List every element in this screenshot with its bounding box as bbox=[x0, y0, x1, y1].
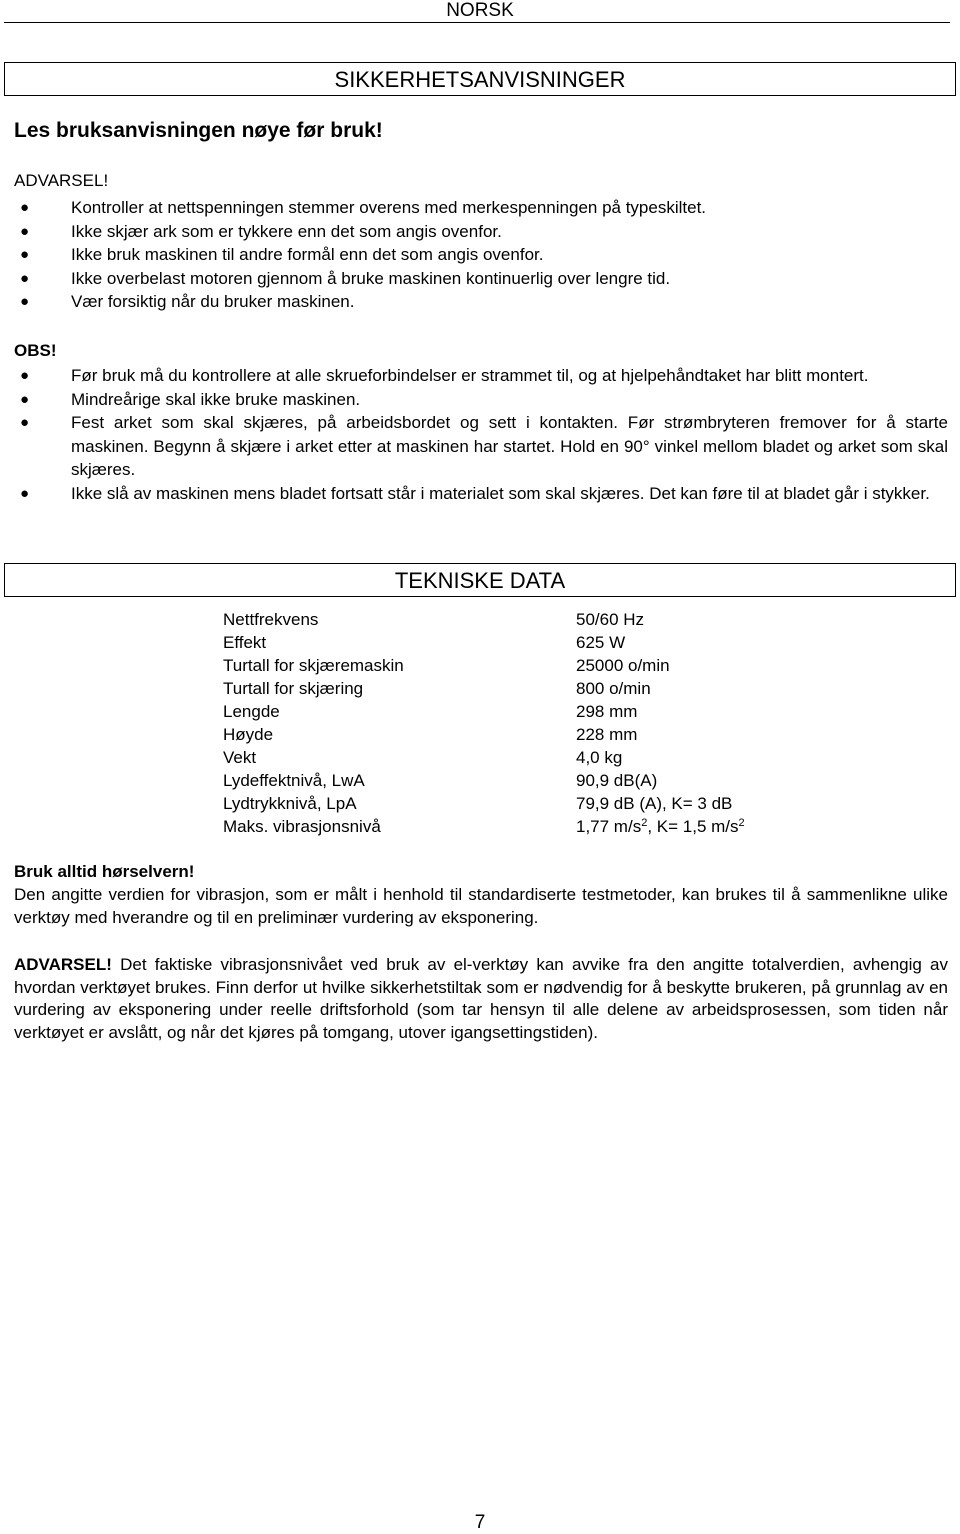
bullet-icon: ● bbox=[20, 390, 30, 408]
spec-row bbox=[223, 700, 823, 723]
spec-value: 50/60 Hz bbox=[576, 610, 645, 629]
list-item bbox=[14, 482, 948, 506]
bullet-icon: ● bbox=[20, 222, 30, 240]
spec-row bbox=[223, 608, 823, 631]
list-item bbox=[14, 411, 948, 482]
spec-value: 25000 o/min bbox=[576, 656, 670, 675]
list-item bbox=[14, 388, 948, 412]
list-item bbox=[14, 243, 948, 267]
language-header: NORSK bbox=[446, 0, 514, 21]
spec-label: Lydtrykknivå, LpA bbox=[223, 794, 357, 813]
warning-text: Vær forsiktig når du bruker maskinen. bbox=[71, 292, 355, 311]
bullet-icon: ● bbox=[20, 269, 30, 287]
spec-value: 800 o/min bbox=[576, 679, 651, 698]
bullet-icon: ● bbox=[20, 484, 30, 502]
note-label: OBS! bbox=[14, 341, 57, 360]
note-text: Før bruk må du kontrollere at alle skrueforbindelser er strammet til, og at hjelpehåndtaket har blitt montert. bbox=[71, 366, 869, 385]
note-text: Mindreårige skal ikke bruke maskinen. bbox=[71, 389, 361, 409]
spec-value bbox=[576, 815, 745, 838]
note-text: Ikke slå av maskinen mens bladet fortsatt står i materialet som skal skjæres. Det kan føre til at bladet går i stykker. bbox=[71, 483, 930, 503]
warning-list bbox=[14, 196, 948, 314]
spec-label: Lydeffektnivå, LwA bbox=[223, 771, 365, 790]
technical-section-title: TEKNISKE DATA bbox=[4, 563, 956, 597]
intro-heading: Les bruksanvisningen nøye før bruk! bbox=[14, 119, 383, 142]
warning-label: ADVARSEL! bbox=[14, 955, 112, 974]
warning-text: Ikke skjær ark som er tykkere enn det som angis ovenfor. bbox=[71, 221, 502, 241]
spec-value: 228 mm bbox=[576, 725, 638, 744]
warning-paragraph-text: Det faktiske vibrasjonsnivået ved bruk av el-verktøy kan avvike fra den angitte totalverdien, avhengig av hvordan verktøyet brukes. Finn derfor ut hvilke sikkerhetstiltak som er nødvendig for å beskytte brukeren, på grunnlag av en vurdering av eksponering under reelle driftsforhold (som tar hensyn til alle delene av arbeidsprosessen, som tiden når verktøyet er avslått, og når det kjøres på tomgang, utover igangsettingstiden). bbox=[14, 955, 948, 1042]
list-item bbox=[14, 196, 948, 220]
spec-row bbox=[223, 746, 823, 769]
spec-label: Lengde bbox=[223, 702, 280, 721]
bullet-icon: ● bbox=[20, 293, 30, 310]
note-list bbox=[14, 364, 948, 505]
list-item bbox=[14, 220, 948, 244]
superscript: 2 bbox=[641, 817, 648, 829]
bullet-icon: ● bbox=[20, 199, 30, 216]
spec-value: 4,0 kg bbox=[576, 748, 623, 767]
safety-section-title: SIKKERHETSANVISNINGER bbox=[4, 62, 956, 96]
spec-row bbox=[223, 723, 823, 746]
spec-value: 625 W bbox=[576, 633, 626, 652]
list-item bbox=[14, 267, 948, 291]
vibration-paragraph: Den angitte verdien for vibrasjon, som er målt i henhold til standardiserte testmetoder, kan brukes til å sammenlikne ulike verktøy med hverandre og til en preliminær vurdering av eksponering. bbox=[14, 885, 948, 927]
superscript: 2 bbox=[738, 817, 745, 829]
spec-label: Vekt bbox=[223, 748, 257, 767]
warning-label: ADVARSEL! bbox=[14, 171, 109, 190]
spec-row bbox=[223, 654, 823, 677]
header-rule bbox=[4, 22, 950, 23]
spec-row bbox=[223, 815, 823, 838]
bullet-icon: ● bbox=[20, 367, 30, 384]
spec-label: Turtall for skjæremaskin bbox=[223, 656, 404, 675]
spec-label: Effekt bbox=[223, 633, 267, 652]
spec-value: 90,9 dB(A) bbox=[576, 771, 658, 790]
spec-label: Turtall for skjæring bbox=[223, 679, 364, 698]
warning-text: Ikke bruk maskinen til andre formål enn det som angis ovenfor. bbox=[71, 245, 544, 264]
spec-table bbox=[223, 608, 823, 838]
spec-value-part: 1,77 m/s bbox=[576, 817, 642, 836]
spec-value: 298 mm bbox=[576, 702, 638, 721]
list-item bbox=[14, 364, 948, 388]
hearing-protection-heading: Bruk alltid hørselvern! bbox=[14, 862, 195, 881]
spec-value: 79,9 dB (A), K= 3 dB bbox=[576, 794, 733, 813]
warning-text: Ikke overbelast motoren gjennom å bruke maskinen kontinuerlig over lengre tid. bbox=[71, 268, 671, 288]
note-text: Fest arket som skal skjæres, på arbeidsbordet og sett i kontakten. Før strømbryteren fremover for å starte maskinen. Begynn å skjære i arket etter at maskinen har startet. Hold en 90° vinkel mellom bladet og arket som skal skjæres. bbox=[71, 413, 948, 479]
warning-text: Kontroller at nettspenningen stemmer overens med merkespenningen på typeskiltet. bbox=[71, 198, 707, 217]
warning-paragraph bbox=[14, 954, 948, 1044]
list-item bbox=[14, 290, 948, 314]
bullet-icon: ● bbox=[20, 246, 30, 263]
bullet-icon: ● bbox=[20, 414, 30, 431]
spec-row bbox=[223, 677, 823, 700]
spec-row bbox=[223, 631, 823, 654]
spec-label: Maks. vibrasjonsnivå bbox=[223, 817, 381, 836]
page-number: 7 bbox=[474, 1512, 486, 1533]
spec-row bbox=[223, 769, 823, 792]
spec-value-part: , K= 1,5 m/s bbox=[647, 817, 739, 836]
spec-row bbox=[223, 792, 823, 815]
spec-label: Nettfrekvens bbox=[223, 610, 319, 629]
spec-label: Høyde bbox=[223, 725, 274, 744]
